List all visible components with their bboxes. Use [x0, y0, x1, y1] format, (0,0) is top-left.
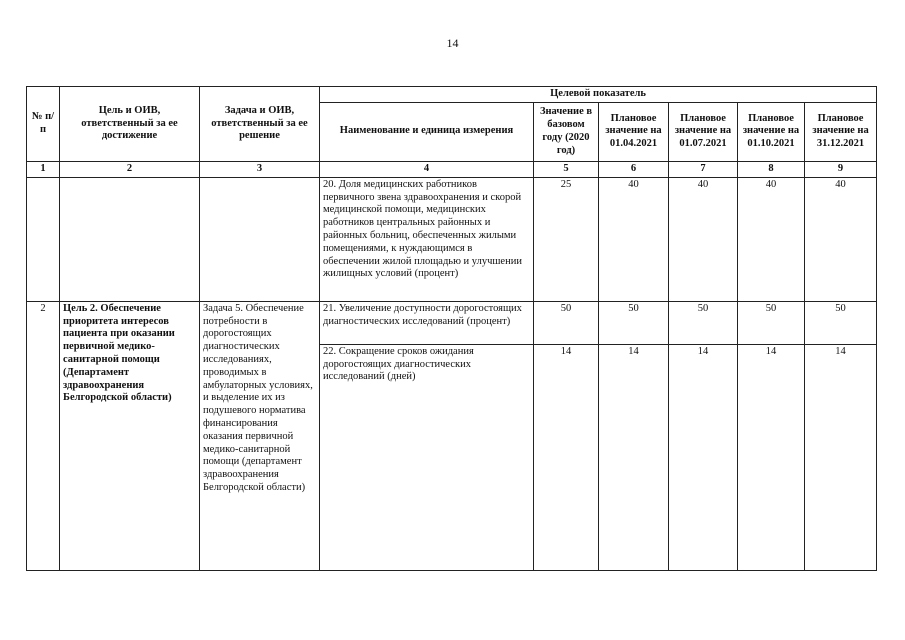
- index-cell: 6: [599, 161, 669, 177]
- indicators-table: [26, 86, 877, 571]
- plan-value: 14: [669, 344, 738, 570]
- header-indicator-name: Наименование и единица измерения: [320, 102, 534, 161]
- table-row: [27, 177, 877, 301]
- plan-value: 14: [738, 344, 805, 570]
- empty-cell: [60, 177, 200, 301]
- header-plan-q3: Плановое значение на 01.10.2021: [738, 102, 805, 161]
- header-plan-q2: Плановое значение на 01.07.2021: [669, 102, 738, 161]
- base-value: 25: [534, 177, 599, 301]
- plan-value: 40: [738, 177, 805, 301]
- empty-cell: [27, 177, 60, 301]
- header-row-1: [27, 87, 877, 103]
- row-number: 2: [27, 301, 60, 570]
- index-cell: 7: [669, 161, 738, 177]
- header-plan-q4: Плановое значение на 31.12.2021: [805, 102, 877, 161]
- column-index-row: [27, 161, 877, 177]
- indicator-name: 20. Доля медицинских работников первичного звена здравоохранения и скорой медицинской помощи, медицинских работников центральных районных и районных больниц, обеспеченных жилыми помещениями, к нуждающимся в обеспечении жилой площадью и улучшении жилищных условий (процент): [320, 177, 534, 301]
- indicator-name: 22. Сокращение сроков ожидания дорогостоящих диагностических исследований (дней): [320, 344, 534, 570]
- header-num: № п/п: [27, 87, 60, 162]
- index-cell: 4: [320, 161, 534, 177]
- index-cell: 2: [60, 161, 200, 177]
- plan-value: 50: [669, 301, 738, 344]
- index-cell: 5: [534, 161, 599, 177]
- table-row: [27, 301, 877, 344]
- header-base-value: Значение в базовом году (2020 год): [534, 102, 599, 161]
- header-target-indicator: Целевой показатель: [320, 87, 877, 103]
- goal-text: Цель 2. Обеспечение приоритета интересов пациента при оказании первичной медико-санитарной помощи (Департамент здравоохранения Белгородской области): [60, 301, 200, 570]
- base-value: 14: [534, 344, 599, 570]
- task-text: Задача 5. Обеспечение потребности в дорогостоящих диагностических исследованиях, проводимых в амбулаторных условиях, и выделение их из подушевого норматива финансирования оказания первичной медико-санитарной помощи (департамент здравоохранения Белгородской области): [200, 301, 320, 570]
- base-value: 50: [534, 301, 599, 344]
- index-cell: 1: [27, 161, 60, 177]
- header-plan-q1: Плановое значение на 01.04.2021: [599, 102, 669, 161]
- header-goal: Цель и ОИВ, ответственный за ее достижение: [60, 87, 200, 162]
- plan-value: 14: [599, 344, 669, 570]
- plan-value: 50: [599, 301, 669, 344]
- index-cell: 3: [200, 161, 320, 177]
- plan-value: 40: [805, 177, 877, 301]
- plan-value: 14: [805, 344, 877, 570]
- page-number: 14: [446, 36, 459, 50]
- index-cell: 8: [738, 161, 805, 177]
- plan-value: 50: [805, 301, 877, 344]
- header-task: Задача и ОИВ, ответственный за ее решение: [200, 87, 320, 162]
- empty-cell: [200, 177, 320, 301]
- indicator-name: 21. Увеличение доступности дорогостоящих диагностических исследований (процент): [320, 301, 534, 344]
- plan-value: 40: [669, 177, 738, 301]
- plan-value: 40: [599, 177, 669, 301]
- index-cell: 9: [805, 161, 877, 177]
- plan-value: 50: [738, 301, 805, 344]
